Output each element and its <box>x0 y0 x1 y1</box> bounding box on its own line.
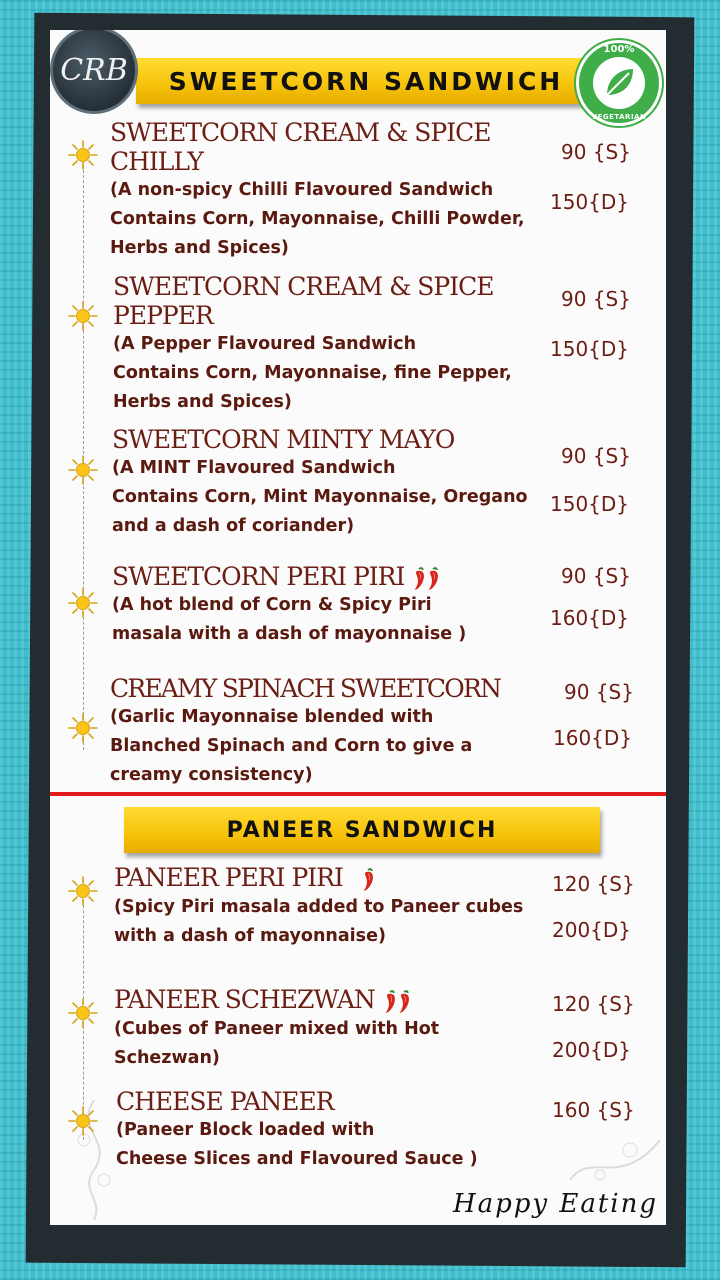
item-name: SWEETCORN CREAM & SPICE PEPPER <box>113 272 494 330</box>
price-double: 200{D} <box>552 1038 632 1062</box>
price-single: 90 {S} <box>564 680 634 704</box>
sun-bullet-icon <box>68 713 98 743</box>
badge-inner <box>593 57 645 109</box>
item-name-text: SWEETCORN PERI PIRI <box>112 562 405 591</box>
price-double: 150{D} <box>550 190 630 214</box>
price-single: 160 {S} <box>552 1098 635 1122</box>
brand-logo <box>50 30 138 114</box>
badge-top-text: 100% <box>603 44 635 55</box>
price-single: 90 {S} <box>561 287 631 311</box>
chilli-icon <box>360 867 378 893</box>
item-name: SWEETCORN CREAM & SPICE CHILLY <box>110 118 491 176</box>
price-single: 120 {S} <box>552 872 635 896</box>
sun-bullet-icon <box>68 588 98 618</box>
chilli-icon <box>425 566 443 592</box>
section-title-sweetcorn: SWEETCORN SANDWICH <box>136 58 596 104</box>
price-double: 160{D} <box>550 606 630 630</box>
price-double: 200{D} <box>552 918 632 942</box>
item-description: (Spicy Piri masala added to Paneer cubes with a dash of mayonnaise) <box>114 897 524 946</box>
badge-bottom-text: VEGETARIAN <box>591 113 647 121</box>
sun-bullet-icon <box>68 998 98 1028</box>
sun-bullet-icon <box>68 455 98 485</box>
item-description: (A MINT Flavoured Sandwich Contains Corn, Mint Mayonnaise, Oregano and a dash of coriander) <box>112 458 528 536</box>
timeline-line <box>83 150 84 750</box>
item-description: (Paneer Block loaded with Cheese Slices and Flavoured Sauce ) <box>116 1120 478 1169</box>
item-description: (A Pepper Flavoured Sandwich Contains Corn, Mayonnaise, fine Pepper, Herbs and Spices) <box>113 334 512 412</box>
item-name-text: PANEER PERI PIRI <box>114 863 343 892</box>
price-single: 90 {S} <box>561 444 631 468</box>
item-name <box>114 863 378 893</box>
ornament-right <box>570 1120 660 1200</box>
chilli-icon <box>396 989 414 1015</box>
price-single: 90 {S} <box>561 564 631 588</box>
item-name-text: PANEER SCHEZWAN <box>114 985 375 1014</box>
menu-board <box>50 30 666 1225</box>
sun-bullet-icon <box>68 140 98 170</box>
item-description: (Garlic Mayonnaise blended with Blanched Spinach and Corn to give a creamy consistency) <box>110 707 473 785</box>
item-name <box>112 562 443 592</box>
logo-text: CRB <box>60 52 128 88</box>
price-single: 90 {S} <box>561 140 631 164</box>
sun-bullet-icon <box>68 1106 98 1136</box>
price-double: 150{D} <box>550 492 630 516</box>
sun-bullet-icon <box>68 301 98 331</box>
footer-tagline: Happy Eating <box>452 1189 658 1219</box>
item-name: CHEESE PANEER <box>116 1087 334 1116</box>
item-name <box>114 985 414 1015</box>
section-divider <box>50 792 666 796</box>
item-name: CREAMY SPINACH SWEETCORN <box>110 674 501 703</box>
item-description: (A non-spicy Chilli Flavoured Sandwich Contains Corn, Mayonnaise, Chilli Powder, Herbs and Spices) <box>110 180 525 258</box>
price-single: 120 {S} <box>552 992 635 1016</box>
price-double: 150{D} <box>550 337 630 361</box>
item-description: (Cubes of Paneer mixed with Hot Schezwan) <box>114 1019 440 1068</box>
item-name: SWEETCORN MINTY MAYO <box>112 425 455 454</box>
leaf-icon <box>593 57 645 109</box>
section-title-paneer: PANEER SANDWICH <box>124 807 600 853</box>
sun-bullet-icon <box>68 876 98 906</box>
price-double: 160{D} <box>553 726 633 750</box>
item-description: (A hot blend of Corn & Spicy Piri masala with a dash of mayonnaise ) <box>112 595 467 644</box>
vegetarian-badge <box>576 40 662 126</box>
